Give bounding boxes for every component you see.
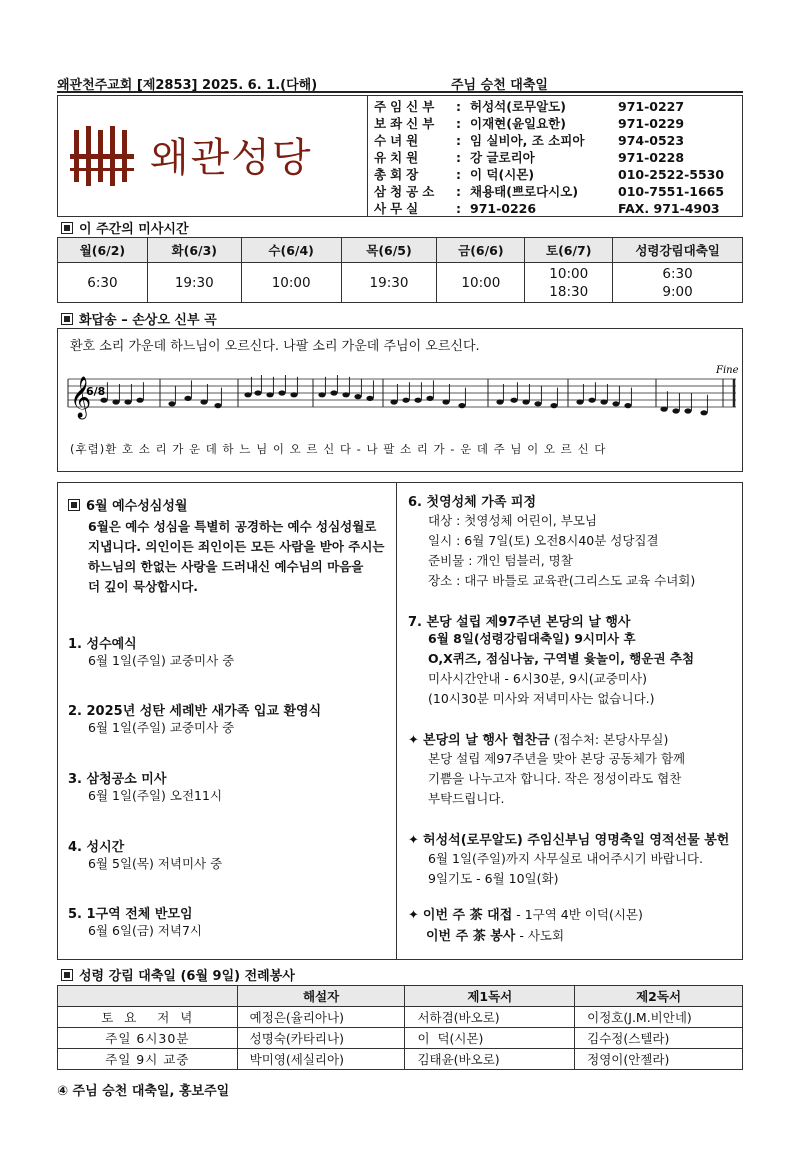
body-line: (10시30분 미사와 저녁미사는 없습니다.) [428, 691, 655, 706]
bullet-icon: ✦ [408, 908, 419, 923]
notice-9-body [428, 849, 740, 889]
note-head [184, 396, 191, 401]
contact-role: 주임신부 [374, 99, 439, 114]
service-header: 제2독서 [575, 986, 743, 1007]
body-line: O,X퀴즈, 점심나눔, 구역별 윷놀이, 행운권 추첨 [428, 651, 695, 666]
mass-time: 6:30 [662, 265, 693, 282]
contact-row [374, 98, 742, 115]
body-line: 장소 : 대구 바틀로 교육관(그리스도 교육 수녀회) [428, 573, 696, 588]
contact-list [374, 98, 742, 217]
notice-4-title: 4. 성시간 [68, 840, 125, 855]
note-head [496, 399, 503, 404]
contact-row [374, 132, 742, 149]
mass-day-header: 토(6/7) [525, 238, 613, 263]
note-head [290, 392, 297, 397]
body-line: 6월 8일(성령강림대축일) 9시미사 후 [428, 631, 636, 646]
service-row [58, 1028, 743, 1049]
page-footer: ④ 주님 승천 대축일, 홍보주일 [57, 1084, 230, 1099]
notice-sacred-heart-body [88, 517, 394, 597]
note-head [318, 392, 325, 397]
note-head [254, 390, 261, 395]
body-line: 6월 1일(주일)까지 사무실로 내어주시기 바랍니다. [428, 851, 703, 866]
contact-row [374, 149, 742, 166]
service-header [58, 986, 238, 1007]
contact-row [374, 183, 742, 200]
contact-role: 수녀원 [374, 133, 423, 148]
bullet-icon: ✦ [408, 733, 419, 748]
note-head [402, 398, 409, 403]
notice-4-body: 6월 5일(목) 저녁미사 중 [88, 856, 223, 871]
psalm-section-title: 화답송 – 손상오 신부 곡 [61, 309, 217, 328]
contact-name: 허성석(로무알도) [470, 99, 566, 114]
mass-time-cell [341, 263, 437, 303]
contact-role: 총회장 [374, 167, 423, 182]
note-head [588, 398, 595, 403]
service-header: 제1독서 [405, 986, 575, 1007]
body-line: 본당 설립 제97주년을 맞아 본당 공동체가 함께 [428, 751, 686, 766]
service-time: 토 요 저 녁 [58, 1007, 238, 1028]
notice-6-body [428, 511, 740, 591]
mass-time: 10:00 [461, 274, 501, 291]
contact-role: 삼청공소 [374, 184, 439, 199]
note-head [700, 410, 707, 415]
notice-8-title: ✦ 본당의 날 행사 협찬금 (접수처: 본당사무실) [408, 732, 669, 748]
note-head [672, 408, 679, 413]
notice-box [57, 482, 743, 960]
contact-tel: 971-0229 [618, 116, 685, 131]
psalm-lyrics: 환호 소리 가운데 하느님이 오르신다. 나팔 소리 가운데 주님이 오르신다. [70, 339, 480, 354]
mass-section-title: 이 주간의 미사시간 [61, 218, 189, 237]
note-head [414, 398, 421, 403]
parish-info-box [57, 95, 743, 217]
note-head [576, 399, 583, 404]
contact-row [374, 166, 742, 183]
contact-name: 이재현(윤일요한) [470, 116, 566, 131]
contact-name: 971-0226 [470, 201, 537, 216]
mass-time: 18:30 [549, 283, 589, 300]
notice-3-title: 3. 삼청공소 미사 [68, 772, 167, 787]
note-head [124, 399, 131, 404]
mass-times-table [57, 237, 743, 303]
service-name: 김태윤(바오로) [405, 1049, 575, 1070]
body-line: 9일기도 - 6월 10일(화) [428, 871, 559, 886]
note-head [342, 392, 349, 397]
sung-syllables: (후렴)환 호 소 리 가 운 데 하 느 님 이 오 르 신 다 - 나 팔 소 리 가 - 운 데 주 님 이 오 르 신 다 [70, 442, 607, 456]
note-head [354, 394, 361, 399]
note-head [330, 390, 337, 395]
service-name: 성명숙(카타리나) [237, 1028, 405, 1049]
mass-time-cell [525, 263, 613, 303]
notice-3-body: 6월 1일(주일) 오전11시 [88, 788, 223, 803]
contact-colon: : [456, 201, 461, 216]
contact-tel: 971-0227 [618, 99, 685, 114]
music-staff [68, 365, 739, 437]
note-head [550, 403, 557, 408]
mass-day-header: 성령강림대축일 [613, 238, 743, 263]
contact-tel: 010-2522-5530 [618, 167, 725, 182]
mass-time: 19:30 [174, 274, 214, 291]
body-line: 부탁드립니다. [428, 791, 505, 806]
service-name: 정영이(안젤라) [575, 1049, 743, 1070]
mass-time-cell [58, 263, 148, 303]
contact-tel: FAX. 971-4903 [618, 201, 720, 216]
note-head [510, 398, 517, 403]
contact-colon: : [456, 167, 461, 182]
service-time: 주일 6시30분 [58, 1028, 238, 1049]
notice-tea-service: ✦ 이번 주 茶 대접 - 1구역 4반 이덕(시몬) 이번 주 茶 봉사 - 사도회 [408, 907, 643, 944]
mass-time-cell [437, 263, 525, 303]
notice-5-body: 6월 6일(금) 저녁7시 [88, 923, 203, 938]
contact-tel: 971-0228 [618, 150, 685, 165]
logo-area [58, 96, 368, 216]
contact-name: 임 실비아, 조 소피아 [470, 133, 585, 148]
service-name: 서하겸(바오로) [405, 1007, 575, 1028]
contact-colon: : [456, 133, 461, 148]
note-head [278, 390, 285, 395]
body-line: 대상 : 첫영성체 어린이, 부모님 [428, 513, 597, 528]
service-name: 예정은(율리아나) [237, 1007, 405, 1028]
square-bullet-icon [61, 222, 73, 234]
note-head [612, 401, 619, 406]
notice-1-body: 6월 1일(주일) 교중미사 중 [88, 653, 235, 668]
note-head [534, 401, 541, 406]
service-name: 이정호(J.M.비안네) [575, 1007, 743, 1028]
contact-colon: : [456, 116, 461, 131]
contact-row [374, 115, 742, 132]
notice-5-title: 5. 1구역 전체 반모임 [68, 907, 193, 922]
mass-times-row [58, 263, 743, 303]
mass-day-header: 화(6/3) [147, 238, 241, 263]
contact-role: 보좌신부 [374, 116, 439, 131]
note-head [600, 399, 607, 404]
notice-7-body [428, 629, 740, 709]
notice-2-title: 2. 2025년 성탄 세례반 새가족 입교 환영식 [68, 704, 322, 719]
mass-days-row [58, 238, 743, 263]
note-head [684, 408, 691, 413]
square-bullet-icon [61, 969, 73, 981]
mass-day-header: 금(6/6) [437, 238, 525, 263]
contact-row [374, 200, 742, 217]
contact-name: 채용태(쁘로다시오) [470, 184, 579, 199]
notice-8-body [428, 749, 740, 809]
notice-6-title: 6. 첫영성체 가족 피정 [408, 495, 537, 510]
note-head [100, 398, 107, 403]
mass-time-cell [241, 263, 341, 303]
body-line: 더 깊이 묵상합시다. [88, 579, 199, 594]
service-name: 박미영(세실리아) [237, 1049, 405, 1070]
time-signature: 6/8 [86, 385, 106, 398]
mass-time: 19:30 [369, 274, 409, 291]
parish-logo-text: 왜관성당 [150, 135, 313, 181]
square-bullet-icon [68, 499, 80, 511]
contact-name: 이 덕(시몬) [470, 167, 535, 182]
feast-title: 주님 승천 대축일 [451, 78, 548, 93]
notice-1-title: 1. 성수예식 [68, 637, 137, 652]
mass-day-header: 월(6/2) [58, 238, 148, 263]
note-head [244, 392, 251, 397]
service-time: 주일 9시 교중 [58, 1049, 238, 1070]
mass-day-header: 수(6/4) [241, 238, 341, 263]
service-header-row [58, 986, 743, 1007]
mass-time-cell [147, 263, 241, 303]
contact-role: 사무실 [374, 201, 423, 216]
contact-tel: 974-0523 [618, 133, 685, 148]
note-head [214, 403, 221, 408]
service-name: 김수정(스텔라) [575, 1028, 743, 1049]
notice-9-title: ✦ 허성석(로무알도) 주임신부님 영명축일 영적선물 봉헌 [408, 833, 730, 848]
note-head [168, 401, 175, 406]
body-line: 기쁨을 나누고자 합니다. 작은 정성이라도 협찬 [428, 771, 682, 786]
body-line: 일시 : 6월 7일(토) 오전8시40분 성당집결 [428, 533, 659, 548]
contact-colon: : [456, 99, 461, 114]
body-line: 하느님의 한없는 사랑을 드러내신 예수님의 마음을 [88, 559, 364, 574]
psalm-music-box [57, 328, 743, 472]
service-section-title: 성령 강림 대축일 (6월 9일) 전례봉사 [61, 965, 295, 984]
mass-time: 10:00 [271, 274, 311, 291]
contact-colon: : [456, 184, 461, 199]
note-head [112, 399, 119, 404]
notice-7-title: 7. 본당 설립 제97주년 본당의 날 행사 [408, 615, 631, 630]
contact-role: 유치원 [374, 150, 423, 165]
body-line: 준비물 : 개인 텀블러, 명찰 [428, 553, 573, 568]
treble-clef-icon: 𝄞 [70, 377, 92, 418]
mass-time-cell [613, 263, 743, 303]
contact-colon: : [456, 150, 461, 165]
bulletin-issue-line: 왜관천주교회 [제2853] 2025. 6. 1.(다해) [57, 78, 318, 93]
contact-tel: 010-7551-1665 [618, 184, 725, 199]
note-head [390, 399, 397, 404]
service-header: 해설자 [237, 986, 405, 1007]
note-head [442, 399, 449, 404]
notice-2-body: 6월 1일(주일) 교중미사 중 [88, 720, 235, 735]
note-head [458, 403, 465, 408]
note-head [624, 403, 631, 408]
note-head [136, 398, 143, 403]
note-head [522, 399, 529, 404]
note-head [366, 396, 373, 401]
service-row [58, 1049, 743, 1070]
note-head [266, 392, 273, 397]
service-table [57, 985, 743, 1070]
mass-time: 10:00 [549, 265, 589, 282]
service-row [58, 1007, 743, 1028]
notice-sacred-heart-title: 6월 예수성심성월 [68, 495, 388, 514]
body-line: 지냅니다. 의인이든 죄인이든 모든 사람을 받아 주시는 [88, 539, 385, 554]
mass-day-header: 목(6/5) [341, 238, 437, 263]
note-head [426, 396, 433, 401]
square-bullet-icon [61, 313, 73, 325]
parish-logo-icon [66, 124, 138, 190]
bullet-icon: ✦ [408, 833, 419, 848]
service-name: 이 덕(시몬) [405, 1028, 575, 1049]
fine-marking: Fine [716, 365, 739, 376]
mass-time: 9:00 [662, 283, 693, 300]
header-rule [57, 91, 743, 93]
mass-time: 6:30 [87, 274, 118, 291]
contact-name: 강 글로리아 [470, 150, 535, 165]
note-head [200, 399, 207, 404]
body-line: 6월은 예수 성심을 특별히 공경하는 예수 성심성월로 [88, 519, 377, 534]
note-head [660, 407, 667, 412]
body-line: 미사시간안내 - 6시30분, 9시(교중미사) [428, 671, 647, 686]
